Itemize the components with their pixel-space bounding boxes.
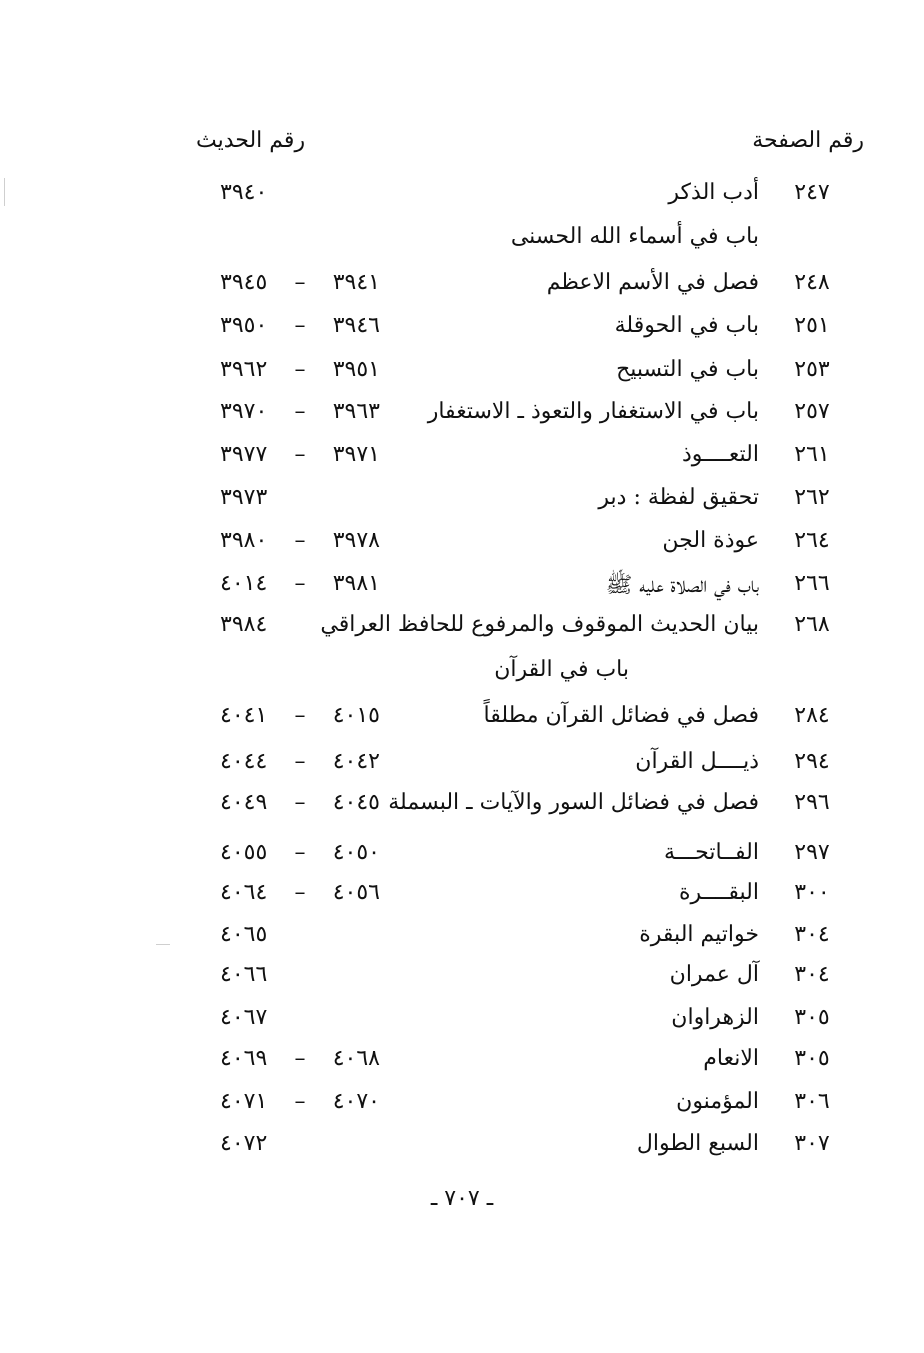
hadith-range-cell [220, 485, 276, 510]
hadith-range-end: ٣٩٦٢ [220, 357, 268, 382]
hadith-range-cell [220, 612, 276, 637]
topic-title-cell: الانعام [703, 1046, 759, 1071]
topic-title-cell: فصل في فضائل السور والآيات ـ البسملة [388, 790, 759, 815]
hadith-range-end: ٤٠٧١ [220, 1089, 268, 1114]
topic-title-cell: البقــــرة [678, 880, 759, 905]
hadith-range-cell [220, 1089, 380, 1114]
range-dash: – [294, 571, 306, 596]
index-row [0, 485, 924, 521]
page-number-cell: ٣٠٤ [794, 922, 830, 947]
hadith-range-start: ٤٠١٥ [332, 703, 380, 728]
page-number-cell: ٢٨٤ [794, 703, 830, 728]
index-row [0, 612, 924, 648]
hadith-range-start: ٣٩٤٦ [332, 313, 380, 338]
page-number-cell: ٢٩٦ [794, 790, 830, 815]
topic-title-cell: فصل في الأسم الاعظم [546, 270, 759, 295]
hadith-range-start: ٣٩٧١ [332, 442, 380, 467]
page-number-cell: ٢٩٤ [794, 749, 830, 774]
range-dash: – [294, 840, 306, 865]
hadith-range-cell [220, 442, 380, 467]
range-dash: – [294, 749, 306, 774]
hadith-range-end: ٣٩٨٤ [220, 612, 268, 637]
section-heading: باب في القرآن [494, 657, 629, 682]
topic-title-cell: السبع الطوال [636, 1131, 759, 1156]
footer-page-number: ـ ٧٠٧ ـ [430, 1186, 494, 1211]
hadith-range-end: ٣٩٧٧ [220, 442, 268, 467]
hadith-range-cell [220, 270, 380, 295]
hadith-range-cell [220, 528, 380, 553]
hadith-range-end: ٣٩٧٣ [220, 485, 268, 510]
index-row [0, 880, 924, 916]
hadith-range-end: ٤٠٤٩ [220, 790, 268, 815]
hadith-range-start: ٤٠٦٨ [332, 1046, 380, 1071]
index-row [0, 749, 924, 785]
hadith-range-cell [220, 1131, 276, 1156]
hadith-range-end: ٤٠٦٤ [220, 880, 268, 905]
page-number-cell: ٢٥٣ [794, 357, 830, 382]
topic-title-cell: باب في الحوقلة [614, 313, 759, 338]
topic-title-cell: عوذة الجن [662, 528, 759, 553]
index-row [0, 1005, 924, 1041]
page-number-cell: ٢٤٨ [794, 270, 830, 295]
topic-title-cell: فصل في فضائل القرآن مطلقاً [483, 703, 759, 728]
hadith-range-end: ٤٠٦٥ [220, 922, 268, 947]
topic-title-cell: باب في التسبيح [616, 357, 759, 382]
hadith-range-cell [220, 880, 380, 905]
hadith-number-column-header: رقم الحديث [196, 128, 306, 153]
page-number-cell: ٢٥١ [794, 313, 830, 338]
section-heading: باب في أسماء الله الحسنى [510, 224, 759, 249]
range-dash: – [294, 703, 306, 728]
hadith-range-start: ٣٩٨١ [332, 571, 380, 596]
index-row [0, 703, 924, 739]
hadith-range-cell [220, 922, 276, 947]
topic-title-cell: الفــاتحـــة [664, 840, 759, 865]
range-dash: – [294, 1046, 306, 1071]
index-row [0, 840, 924, 876]
hadith-range-start: ٤٠٧٠ [332, 1089, 380, 1114]
hadith-range-start: ٣٩٥١ [332, 357, 380, 382]
page-number-cell: ٢٦٦ [794, 571, 830, 596]
topic-title-cell: ذيــــل القرآن [635, 749, 759, 774]
hadith-range-start: ٤٠٤٢ [332, 749, 380, 774]
hadith-range-end: ٣٩٨٠ [220, 528, 268, 553]
page-number-cell: ٢٩٧ [794, 840, 830, 865]
page-number-cell: ٣٠٥ [794, 1005, 830, 1030]
hadith-range-cell [220, 749, 380, 774]
page-number-cell: ٣٠٤ [794, 962, 830, 987]
index-row [0, 962, 924, 998]
page-number-cell: ٣٠٠ [794, 880, 830, 905]
range-dash: – [294, 442, 306, 467]
hadith-range-end: ٣٩٧٠ [220, 399, 268, 424]
hadith-range-cell [220, 1046, 380, 1071]
range-dash: – [294, 790, 306, 815]
hadith-range-start: ٤٠٤٥ [332, 790, 380, 815]
index-row [0, 313, 924, 349]
topic-title-cell: باب في الاستغفار والتعوذ ـ الاستغفار [427, 399, 759, 424]
range-dash: – [294, 1089, 306, 1114]
hadith-range-start: ٤٠٥٦ [332, 880, 380, 905]
page-number-cell: ٣٠٥ [794, 1046, 830, 1071]
hadith-range-end: ٤٠٤١ [220, 703, 268, 728]
index-row [0, 1089, 924, 1125]
index-row [0, 357, 924, 393]
index-row [0, 180, 924, 216]
index-row [0, 399, 924, 435]
page-number-cell: ٣٠٧ [794, 1131, 830, 1156]
page-number-cell: ٢٦٢ [794, 485, 830, 510]
hadith-range-end: ٤٠٦٩ [220, 1046, 268, 1071]
hadith-range-end: ٤٠٧٢ [220, 1131, 268, 1156]
hadith-range-end: ٤٠٦٦ [220, 962, 268, 987]
page-number-cell: ٢٦٨ [794, 612, 830, 637]
hadith-range-start: ٣٩٤١ [332, 270, 380, 295]
hadith-range-end: ٤٠١٤ [220, 571, 268, 596]
index-row [0, 442, 924, 478]
page-number-cell: ٢٤٧ [794, 180, 830, 205]
range-dash: – [294, 880, 306, 905]
page-number-column-header: رقم الصفحة [752, 128, 864, 153]
hadith-range-cell [220, 962, 276, 987]
hadith-range-cell [220, 840, 380, 865]
topic-title-cell: الزهراوان [671, 1005, 759, 1030]
page-number-cell: ٢٦٤ [794, 528, 830, 553]
index-row [0, 571, 924, 607]
range-dash: – [294, 313, 306, 338]
page-number-cell: ٣٠٦ [794, 1089, 830, 1114]
range-dash: – [294, 270, 306, 295]
range-dash: – [294, 528, 306, 553]
hadith-range-cell [220, 790, 380, 815]
range-dash: – [294, 399, 306, 424]
index-row [0, 270, 924, 306]
hadith-range-cell [220, 313, 380, 338]
hadith-range-end: ٤٠٦٧ [220, 1005, 268, 1030]
hadith-range-start: ٣٩٧٨ [332, 528, 380, 553]
topic-title-cell: باب في الصلاة عليه ﷺ [605, 573, 759, 598]
page-number-cell: ٢٥٧ [794, 399, 830, 424]
page-number-cell: ٢٦١ [794, 442, 830, 467]
hadith-range-cell [220, 357, 380, 382]
topic-title-cell: خواتيم البقرة [639, 922, 759, 947]
topic-title-cell: تحقيق لفظة : دبر [598, 485, 759, 510]
topic-title-cell: المؤمنون [676, 1089, 759, 1114]
hadith-range-end: ٣٩٤٠ [220, 180, 268, 205]
hadith-range-cell [220, 180, 276, 205]
hadith-range-start: ٣٩٦٣ [332, 399, 380, 424]
range-dash: – [294, 357, 306, 382]
hadith-range-end: ٣٩٥٠ [220, 313, 268, 338]
index-row [0, 922, 924, 958]
index-row [0, 1131, 924, 1167]
topic-title-cell: التعــــوذ [681, 442, 759, 467]
index-row [0, 528, 924, 564]
topic-title-cell: بيان الحديث الموقوف والمرفوع للحافظ العراقي [320, 612, 759, 637]
hadith-range-end: ٤٠٥٥ [220, 840, 268, 865]
hadith-range-cell [220, 399, 380, 424]
hadith-range-cell [220, 571, 380, 596]
topic-title-cell: أدب الذكر [668, 180, 759, 205]
topic-title-cell: آل عمران [669, 962, 759, 987]
hadith-range-cell [220, 703, 380, 728]
index-row [0, 790, 924, 826]
hadith-range-start: ٤٠٥٠ [332, 840, 380, 865]
hadith-range-cell [220, 1005, 276, 1030]
hadith-range-end: ٣٩٤٥ [220, 270, 268, 295]
index-row [0, 1046, 924, 1082]
hadith-range-end: ٤٠٤٤ [220, 749, 268, 774]
